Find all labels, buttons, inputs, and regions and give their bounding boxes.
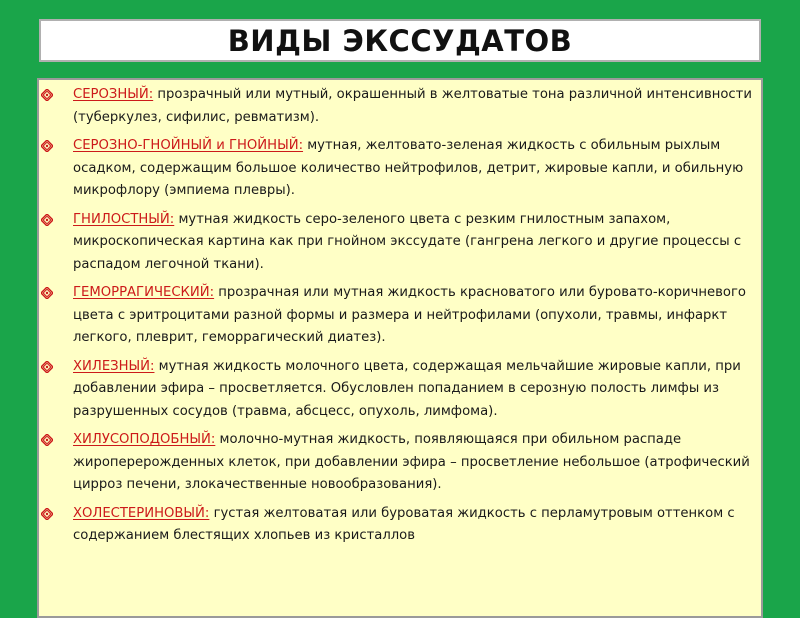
item-description: прозрачный или мутный, окрашенный в желтоватые тона различной интенсивности (туберкулез, сифилис, ревматизм). [73, 87, 752, 125]
item-description: мутная жидкость серо-зеленого цвета с резким гнилостным запахом, микроскопическая картина как при гнойном экссудате (гангрена легкого и другие процессы с распадом легочной ткани). [73, 211, 742, 272]
item-term: СЕРОЗНО-ГНОЙНЫЙ и ГНОЙНЫЙ: [73, 138, 304, 153]
item-term: ХОЛЕСТЕРИНОВЫЙ: [73, 505, 210, 521]
item-description: прозрачная или мутная жидкость красноватого или буровато-коричневого цвета с эритроцитами разной формы и размера и нейтрофилами (опухоли, травмы, инфаркт легкого, плеврит, геморрагический диатез). [73, 285, 746, 345]
diamond-bullet-icon [41, 361, 53, 373]
item-term: ГЕМОРРАГИЧЕСКИЙ: [73, 285, 215, 300]
list-item-hemorrhagic [39, 282, 761, 350]
item-term: ГНИЛОСТНЫЙ: [73, 211, 175, 227]
list-item-chyliform [39, 429, 761, 497]
item-description: густая желтоватая или буроватая жидкость с перламутровым оттенком с содержанием блестящих хлопьев из кристаллов [73, 505, 735, 543]
diamond-bullet-icon [41, 140, 53, 152]
list-item-putrid [39, 209, 761, 277]
item-term: ХИЛЕЗНЫЙ: [73, 358, 155, 374]
list-item-serous-purulent [39, 135, 761, 203]
item-description: мутная жидкость молочного цвета, содержащая мельчайшие жировые капли, при добавлении эфира – просветляется. Обусловлен попаданием в серозную полость лимфы из разрушенных сосудов (травма, абсцесс, опухоль, лимфома). [73, 358, 741, 419]
content-panel [37, 78, 763, 618]
item-description: молочно-мутная жидкость, появляющаяся при обильном распаде жироперерожденных клеток, при добавлении эфира – просветление небольшое (атрофический цирроз печени, злокачественные новообразования). [73, 432, 750, 492]
list-item-serous [39, 84, 761, 129]
diamond-bullet-icon [41, 214, 53, 226]
title-banner [39, 19, 761, 62]
list-item-cholesterol [39, 503, 761, 548]
list-item-chylous [39, 356, 761, 424]
item-term: СЕРОЗНЫЙ: [73, 87, 154, 102]
diamond-bullet-icon [41, 434, 53, 446]
item-term: ХИЛУСОПОДОБНЫЙ: [73, 432, 216, 447]
exudate-types-list [39, 84, 761, 554]
diamond-bullet-icon [41, 89, 53, 101]
diamond-bullet-icon [41, 508, 53, 520]
diamond-bullet-icon [41, 287, 53, 299]
page-title: ВИДЫ ЭКССУДАТОВ [227, 23, 573, 58]
item-description: мутная, желтовато-зеленая жидкость с обильным рыхлым осадком, содержащим большое количество нейтрофилов, детрит, жировые капли, и обильную микрофлору (эмпиема плевры). [73, 138, 744, 198]
